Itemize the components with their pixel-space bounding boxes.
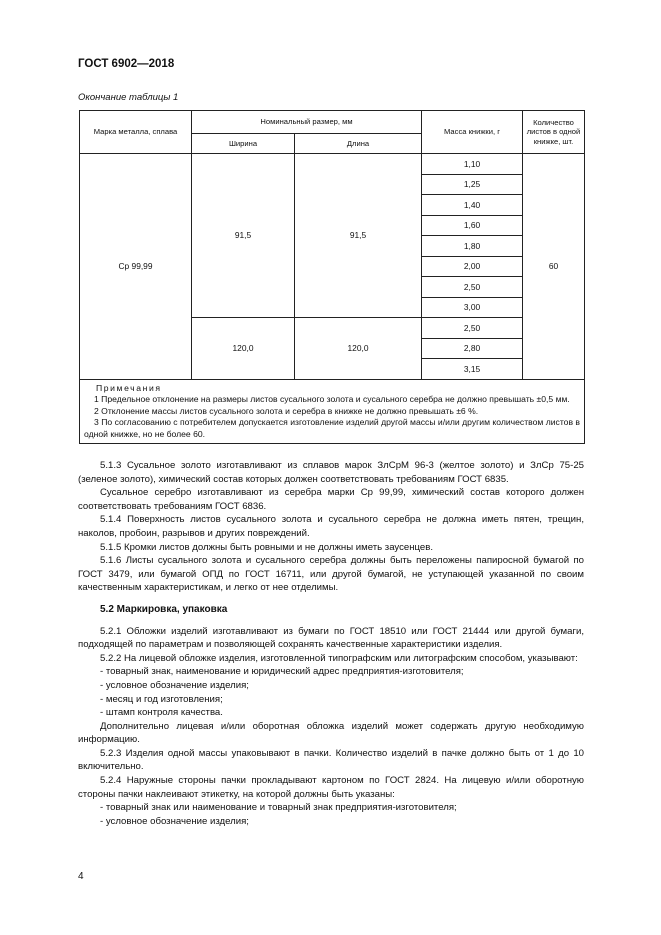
paragraph: 5.1.5 Кромки листов должны быть ровными и не должны иметь заусенцев. bbox=[100, 541, 434, 553]
paragraph: Дополнительно лицевая и/или оборотная обложка изделий может содержать другую необходимую информацию. bbox=[78, 720, 584, 746]
list-item: - товарный знак, наименование и юридический адрес предприятия-изготовителя; bbox=[100, 666, 464, 678]
list-item: - штамп контроля качества. bbox=[100, 707, 223, 719]
mass-cell: 3,00 bbox=[422, 297, 523, 318]
mass-cell: 1,80 bbox=[422, 236, 523, 257]
list-item: - месяц и год изготовления; bbox=[100, 693, 223, 705]
header-count: Количество листов в одной книжке, шт. bbox=[523, 111, 585, 154]
paragraph: Сусальное серебро изготавливают из серебра марки Ср 99,99, химический состав которого должен соответствовать требованиям ГОСТ 6836. bbox=[78, 487, 584, 512]
length-cell: 91,5 bbox=[295, 154, 422, 318]
list-item: - товарный знак или наименование и товарный знак предприятия-изготовителя; bbox=[100, 802, 457, 814]
paragraph: 5.1.3 Сусальное золото изготавливают из сплавов марок ЗлСрМ 96-3 (желтое золото) и ЗлСр 75-25 (зеленое золото), химический состав которых должен соответствовать требованиям ГОСТ 6835. bbox=[78, 460, 584, 485]
paragraph: 5.2.3 Изделия одной массы упаковывают в пачки. Количество изделий в пачке должно быть от 1 до 10 включительно. bbox=[78, 747, 584, 773]
length-cell: 120,0 bbox=[295, 318, 422, 380]
list-item: - условное обозначение изделия; bbox=[100, 679, 249, 691]
mass-cell: 1,10 bbox=[422, 154, 523, 175]
header-width: Ширина bbox=[192, 134, 295, 154]
header-length: Длина bbox=[295, 134, 422, 154]
count-cell: 60 bbox=[523, 154, 585, 380]
paragraph: 5.1.4 Поверхность листов сусального золота и сусального серебра не должна иметь пятен, трещин, наколов, пробоин, разрывов и других повреждений. bbox=[78, 514, 584, 539]
paragraph: 5.2.1 Обложки изделий изготавливают из бумаги по ГОСТ 18510 или ГОСТ 21444 или другой бумаги, подходящей по параметрам и позволяющей сохранять качественные характеристики изделия. bbox=[78, 625, 584, 651]
table-notes bbox=[80, 379, 585, 444]
width-cell: 120,0 bbox=[192, 318, 295, 380]
header-metal: Марка металла, сплава bbox=[80, 111, 192, 154]
list-item: - условное обозначение изделия; bbox=[100, 815, 249, 827]
mass-cell: 1,60 bbox=[422, 215, 523, 236]
mass-cell: 3,15 bbox=[422, 359, 523, 380]
note-item: 1 Предельное отклонение на размеры листов сусального золота и сусального серебра не должно превышать ±0,5 мм. bbox=[94, 394, 570, 405]
mass-cell: 2,80 bbox=[422, 338, 523, 359]
notes-title: Примечания bbox=[96, 382, 162, 393]
mass-cell: 1,25 bbox=[422, 174, 523, 195]
section-title: 5.2 Маркировка, упаковка bbox=[100, 603, 228, 615]
mass-cell: 2,00 bbox=[422, 256, 523, 277]
mass-cell: 1,40 bbox=[422, 195, 523, 216]
mass-cell: 2,50 bbox=[422, 277, 523, 298]
document-header: ГОСТ 6902—2018 bbox=[78, 58, 175, 70]
note-item: 3 По согласованию с потребителем допускается изготовление изделий другой массы и/или другим количеством листов в одной книжке, но не более 60. bbox=[84, 417, 580, 439]
specification-table bbox=[79, 110, 585, 444]
paragraph: 5.1.6 Листы сусального золота и сусального серебра должны быть переложены папиросной бумагой по ГОСТ 3479, или бумагой ОПД по ГОСТ 16711, или другой бумагой, не уступающей указанной по своим качественным характеристикам, и легко от нее отделимы. bbox=[78, 555, 584, 594]
metal-cell: Ср 99,99 bbox=[80, 154, 192, 380]
header-nominal-size: Номинальный размер, мм bbox=[192, 111, 422, 134]
note-item: 2 Отклонение массы листов сусального золота и серебра в книжке не должно превышать ±6 %. bbox=[94, 405, 479, 416]
header-mass: Масса книжки, г bbox=[422, 111, 523, 154]
page-number: 4 bbox=[78, 871, 84, 882]
mass-cell: 2,50 bbox=[422, 318, 523, 339]
table-caption: Окончание таблицы 1 bbox=[78, 92, 179, 103]
body-text bbox=[78, 459, 584, 828]
width-cell: 91,5 bbox=[192, 154, 295, 318]
paragraph: 5.2.2 На лицевой обложке изделия, изготовленной типографским или литографским способом, указывают: bbox=[100, 652, 578, 664]
paragraph: 5.2.4 Наружные стороны пачки прокладывают картоном по ГОСТ 2824. На лицевую и/или оборотную стороны пачки наклеивают этикетку, на которой должны быть указаны: bbox=[78, 775, 584, 800]
